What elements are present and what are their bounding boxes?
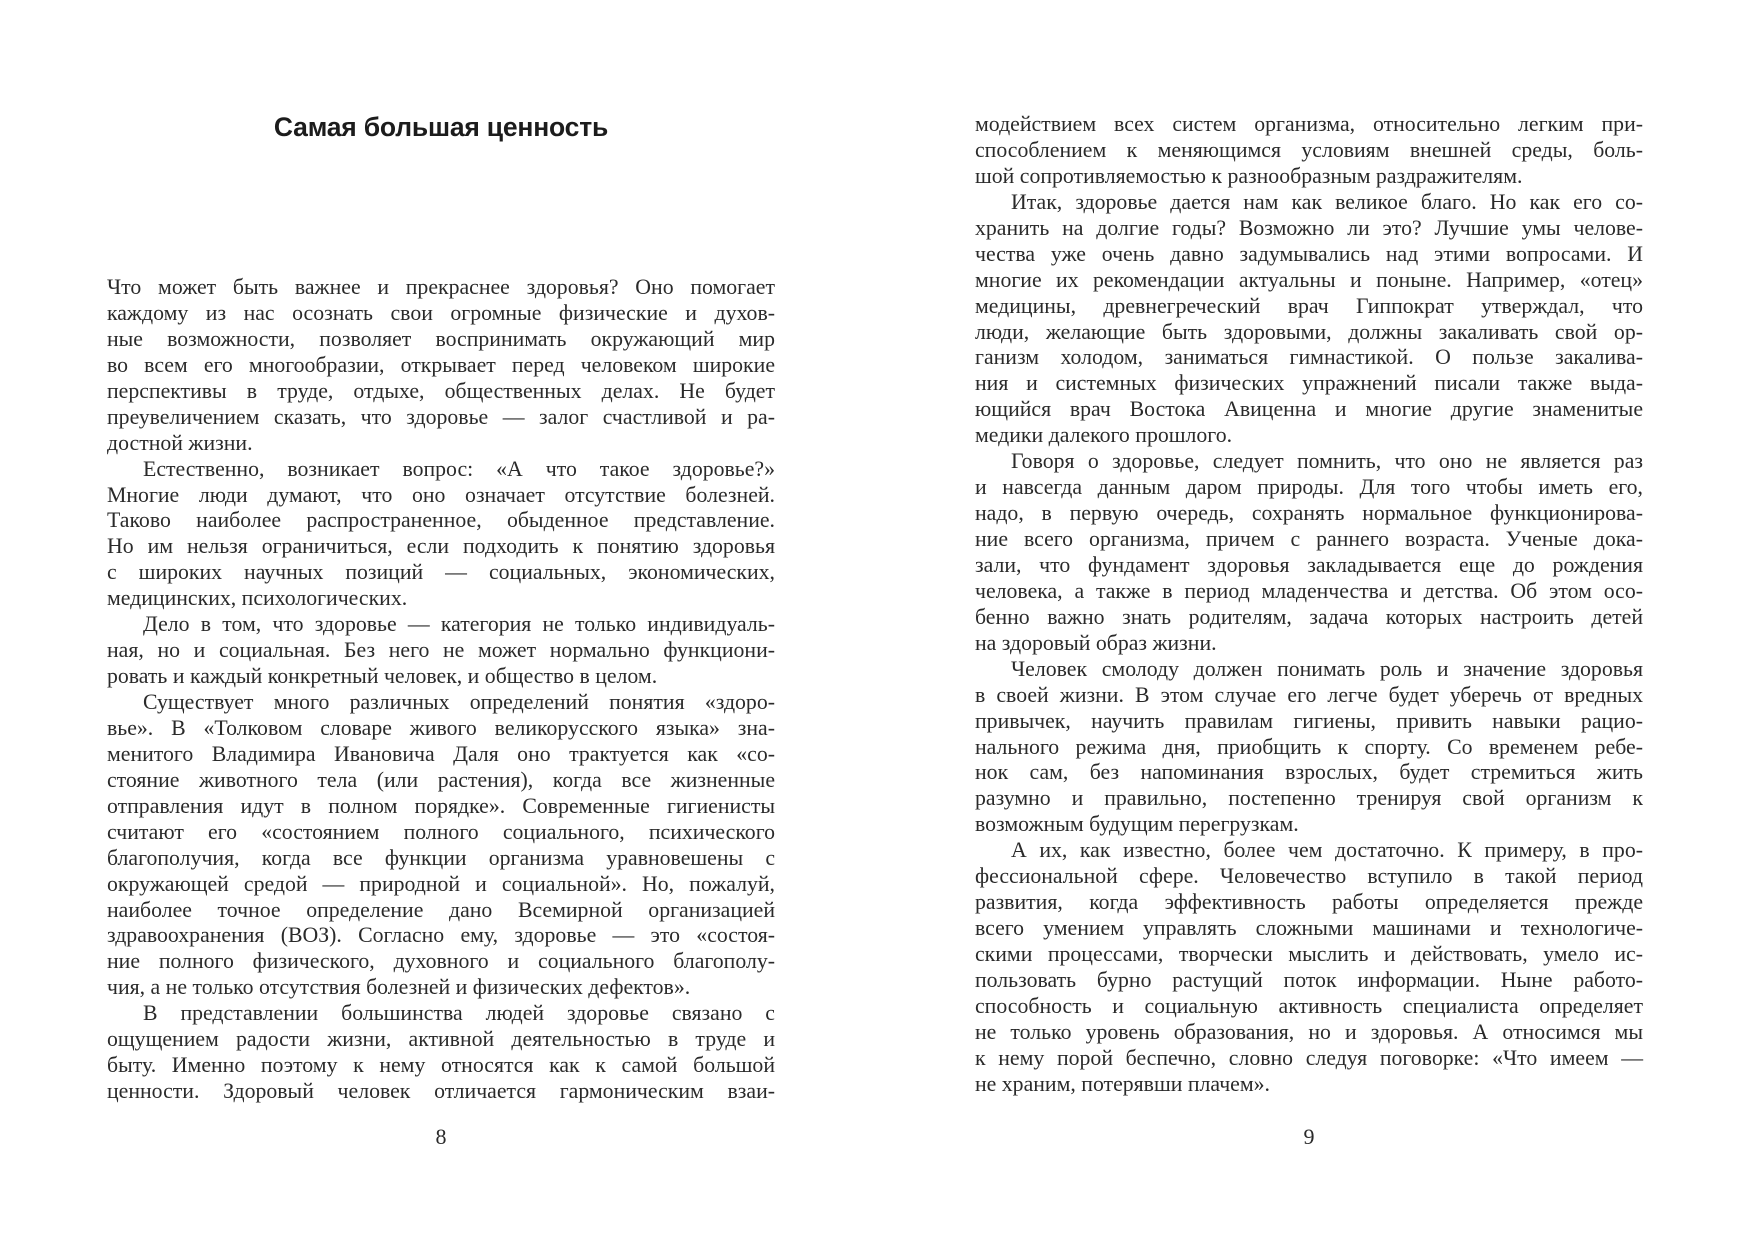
- text-line: люди, желающие быть здоровыми, должны закаливать свой ор-: [975, 319, 1643, 344]
- text-line: медики далекого прошлого.: [975, 423, 1233, 448]
- text-line: зали, что фундамент здоровья закладывается еще до рождения: [975, 552, 1643, 577]
- text-line: Говоря о здоровье, следует помнить, что оно не является раз: [1011, 449, 1643, 474]
- text-line: стояние животного тела (или растения), когда все жизненные: [107, 767, 775, 792]
- text-line: преувеличением сказать, что здоровье — залог счастливой и ра-: [107, 404, 775, 429]
- text-line: во всем его многообразии, открывает перед человеком широкие: [107, 352, 775, 377]
- text-line: ные возможности, позволяет воспринимать окружающий мир: [107, 326, 775, 351]
- text-line: отправления идут в полном порядке». Современные гигиенисты: [107, 793, 775, 818]
- text-line: к нему порой беспечно, словно следуя поговорке: «Что имеем —: [975, 1045, 1643, 1070]
- text-line: Существует много различных определений понятия «здоро-: [143, 690, 775, 714]
- text-line: хранить на долгие годы? Возможно ли это? Лучшие умы челове-: [975, 215, 1643, 240]
- text-line: каждому из нас осознать свои огромные физические и духов-: [107, 300, 775, 325]
- text-line: менитого Владимира Ивановича Даля оно трактуется как «со-: [107, 741, 775, 766]
- text-line: ющийся врач Востока Авиценна и многие другие знаменитые: [975, 397, 1643, 422]
- text-line: ние полного физического, духовного и социального благополу-: [107, 949, 775, 974]
- text-line: в своей жизни. В этом случае его легче будет уберечь от вредных: [975, 682, 1643, 707]
- text-line: скими процессами, творчески мыслить и действовать, умело ис-: [975, 942, 1643, 966]
- text-line: ощущением радости жизни, активной деятельностью в труде и: [107, 1027, 775, 1052]
- text-line: считают его «состоянием полного социального, психического: [107, 819, 775, 844]
- text-line: привычек, научить правилам гигиены, привить навыки рацио-: [975, 708, 1643, 733]
- text-line: ровать и каждый конкретный человек, и общество в целом.: [107, 664, 658, 689]
- text-line: многие их рекомендации актуальны и поныне. Например, «отец»: [975, 267, 1643, 292]
- text-line: наиболее точное определение дано Всемирной организацией: [107, 897, 775, 922]
- text-line: Итак, здоровье дается нам как великое благо. Но как его со-: [1011, 189, 1643, 214]
- text-line: медицины, древнегреческий врач Гиппократ утверждал, что: [975, 293, 1643, 318]
- text-line: ная, но и социальная. Без него не может нормально функциони-: [107, 638, 775, 663]
- text-line: чества уже очень давно задумывались над этими вопросами. И: [975, 241, 1643, 266]
- text-line: быту. Именно поэтому к нему относятся как к самой большой: [107, 1053, 775, 1078]
- text-line: А их, как известно, более чем достаточно. К примеру, в про-: [1011, 838, 1643, 863]
- text-line: фессиональной сфере. Человечество вступило в такой период: [975, 864, 1643, 889]
- text-line: на здоровый образ жизни.: [975, 630, 1217, 655]
- text-line: Но им нельзя ограничиться, если подходить к понятию здоровья: [107, 534, 775, 559]
- text-line: ценности. Здоровый человек отличается гармоническим взаи-: [107, 1079, 775, 1104]
- text-line: развития, когда эффективность работы определяется прежде: [975, 890, 1643, 915]
- text-line: нок сам, без напоминания взрослых, будет стремиться жить: [975, 760, 1643, 785]
- page-number-left: 8: [435, 1124, 447, 1149]
- text-line: и навсегда данным даром природы. Для того чтобы иметь его,: [975, 475, 1643, 500]
- text-line: медицинских, психологических.: [107, 586, 408, 611]
- text-line: В представлении большинства людей здоровье связано с: [143, 1001, 775, 1026]
- text-line: Многие люди думают, что оно означает отсутствие болезней.: [107, 482, 775, 507]
- left-page: [107, 0, 775, 1241]
- text-line: окружающей средой — природной и социальной». Но, пожалуй,: [107, 871, 775, 896]
- text-line: способность и социальную активность специалиста определяет: [975, 993, 1643, 1018]
- chapter-title: Самая большая ценность: [273, 112, 609, 142]
- text-line: Дело в том, что здоровье — категория не только индивидуаль-: [143, 612, 775, 637]
- text-line: ние всего организма, причем с раннего возраста. Ученые дока-: [975, 527, 1643, 551]
- text-line: разумно и правильно, постепенно тренируя свой организм к: [975, 786, 1643, 811]
- text-line: Человек смолоду должен понимать роль и значение здоровья: [1011, 656, 1643, 681]
- text-line: перспективы в труде, отдыхе, общественных делах. Не будет: [107, 378, 775, 403]
- text-line: благополучия, когда все функции организма уравновешены с: [107, 845, 775, 870]
- text-line: Таково наиболее распространенное, обыденное представление.: [107, 508, 775, 533]
- text-line: бенно важно знать родителям, задача которых настроить детей: [975, 604, 1643, 629]
- text-line: пользовать бурно растущий поток информации. Ныне работо-: [975, 967, 1643, 992]
- text-line: шой сопротивляемостью к разнообразным раздражителям.: [975, 163, 1523, 188]
- text-line: человека, а также в период младенчества и детства. Об этом осо-: [975, 578, 1643, 603]
- text-line: способлением к меняющимся условиям внешней среды, боль-: [975, 137, 1643, 162]
- text-line: модействием всех систем организма, относительно легким при-: [975, 112, 1643, 136]
- page-number-right: 9: [1303, 1124, 1315, 1149]
- text-line: нального режима дня, приобщить к спорту. Со временем ребе-: [975, 734, 1643, 759]
- text-line: не храним, потерявши плачем».: [975, 1071, 1270, 1096]
- text-line: надо, в первую очередь, сохранять нормальное функционирова-: [975, 501, 1643, 526]
- text-line: не только уровень образования, но и здоровья. А относимся мы: [975, 1019, 1643, 1044]
- left-page-body: [107, 275, 775, 1105]
- text-line: с широких научных позиций — социальных, экономических,: [107, 560, 775, 585]
- text-line: ния и системных физических упражнений писали также выда-: [975, 371, 1643, 396]
- text-line: чия, а не только отсутствия болезней и физических дефектов».: [107, 975, 691, 1000]
- text-line: возможным будущим перегрузкам.: [975, 812, 1299, 837]
- text-line: вье». В «Толковом словаре живого великорусского языка» зна-: [107, 715, 775, 740]
- right-page-body: [975, 112, 1643, 1098]
- text-line: ганизм холодом, заниматься гимнастикой. О пользе закалива-: [975, 345, 1643, 370]
- right-page: [975, 0, 1643, 1241]
- text-line: Что может быть важнее и прекраснее здоровья? Оно помогает: [107, 275, 775, 299]
- text-line: Естественно, возникает вопрос: «А что такое здоровье?»: [143, 456, 775, 481]
- text-line: всего умением управлять сложными машинами и технологиче-: [975, 916, 1643, 941]
- text-line: достной жизни.: [107, 430, 253, 455]
- text-line: здравоохранения (ВОЗ). Согласно ему, здоровье — это «состоя-: [107, 923, 775, 948]
